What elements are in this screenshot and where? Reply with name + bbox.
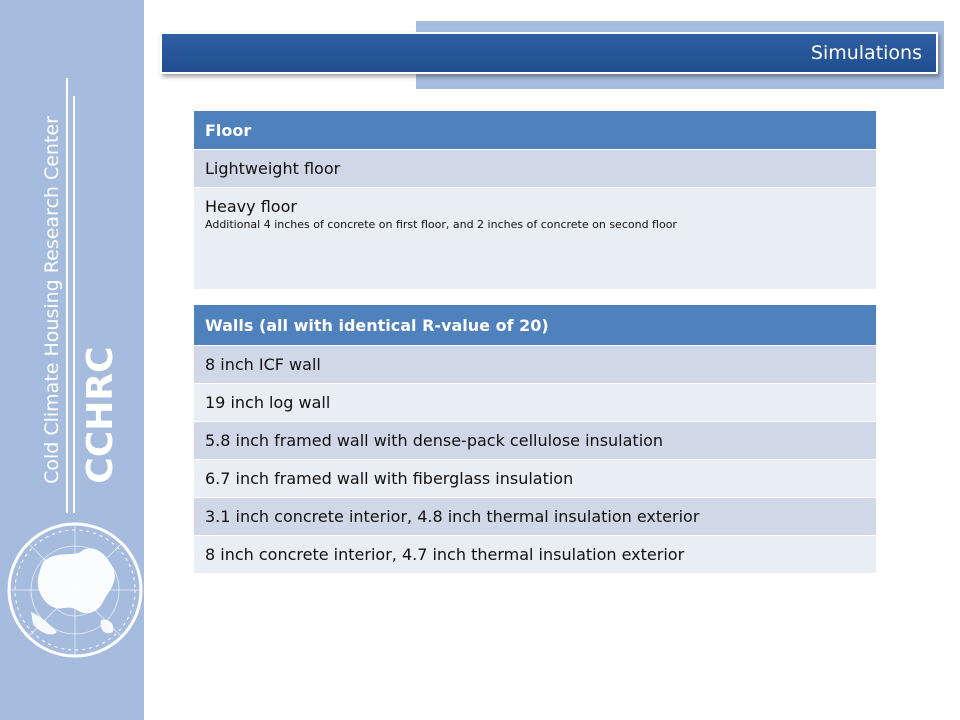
walls-table-header: Walls (all with identical R-value of 20) <box>194 305 876 346</box>
sidebar-rule-right <box>73 96 75 513</box>
table-row <box>194 150 876 188</box>
walls-row-concrete-8: 8 inch concrete interior, 4.7 inch thermal insulation exterior <box>194 536 876 574</box>
floor-row-heavy <box>194 188 876 290</box>
table-row <box>194 498 876 536</box>
floor-table <box>194 111 876 290</box>
walls-table <box>194 305 876 574</box>
table-row <box>194 346 876 384</box>
sidebar-rule-left <box>66 78 68 513</box>
sidebar <box>0 0 144 720</box>
walls-row-fiberglass: 6.7 inch framed wall with fiberglass insulation <box>194 460 876 498</box>
floor-table-header-row <box>194 111 876 150</box>
walls-table-header-row <box>194 305 876 346</box>
floor-row-lightweight: Lightweight floor <box>194 150 876 188</box>
table-row <box>194 422 876 460</box>
walls-row-log: 19 inch log wall <box>194 384 876 422</box>
table-row <box>194 460 876 498</box>
globe-logo-icon <box>5 520 145 660</box>
walls-row-cellulose: 5.8 inch framed wall with dense-pack cellulose insulation <box>194 422 876 460</box>
walls-row-concrete-3-1: 3.1 inch concrete interior, 4.8 inch thermal insulation exterior <box>194 498 876 536</box>
org-name: Cold Climate Housing Research Center <box>41 116 63 484</box>
table-row <box>194 384 876 422</box>
floor-row-heavy-title: Heavy floor <box>205 197 297 216</box>
floor-row-heavy-subtitle: Additional 4 inches of concrete on first floor, and 2 inches of concrete on second floor <box>205 218 677 231</box>
walls-row-icf: 8 inch ICF wall <box>194 346 876 384</box>
table-row <box>194 188 876 290</box>
title-bar <box>160 32 938 74</box>
table-row <box>194 536 876 574</box>
floor-table-header: Floor <box>194 111 876 150</box>
page-title: Simulations <box>810 42 922 64</box>
org-abbreviation: CCHRC <box>80 346 121 484</box>
